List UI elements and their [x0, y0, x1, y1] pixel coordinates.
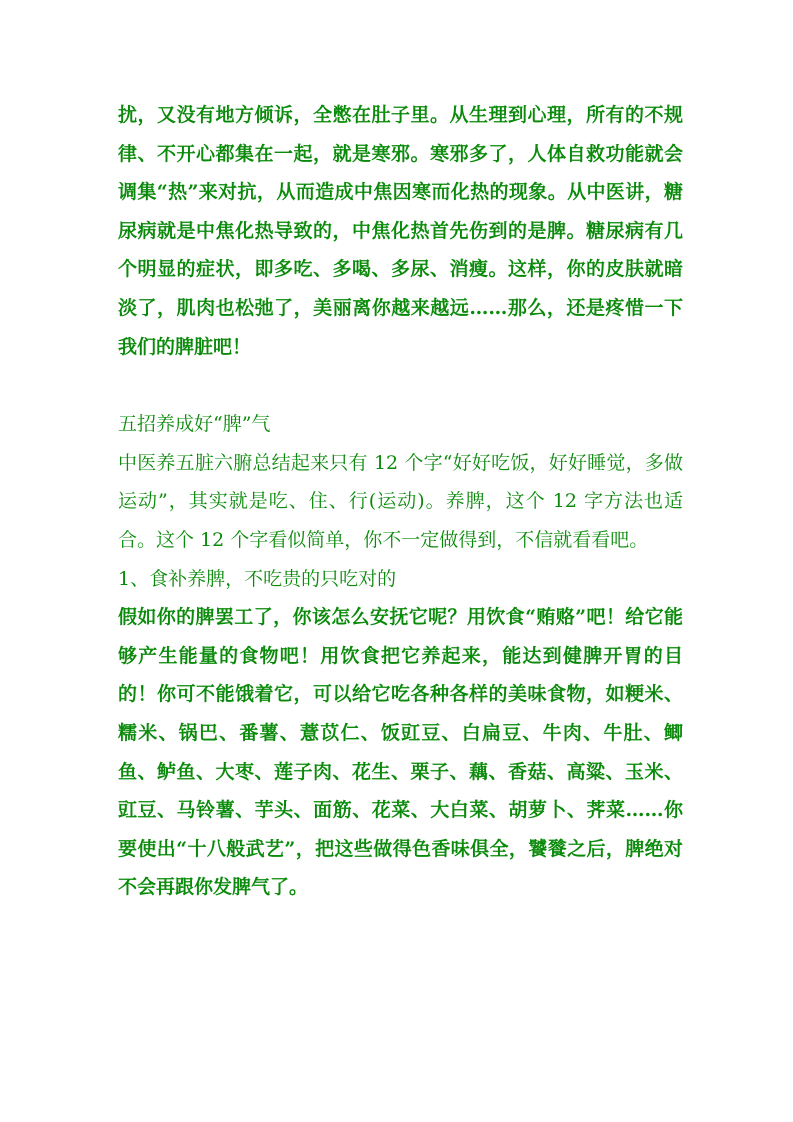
intro-paragraph: 扰，又没有地方倾诉，全憋在肚子里。从生理到心理，所有的不规律、不开心都集在一起，就是寒邪。寒邪多了，人体自救功能就会调集“热”来对抗，从而造成中焦因寒而化热的现象。从中医讲，糖尿病就是中焦化热导致的，中焦化热首先伤到的是脾。糖尿病有几个明显的症状，即多吃、多喝、多尿、消瘦。这样，你的皮肤就暗淡了，肌肉也松弛了，美丽离你越来越远……那么，还是疼惜一下我们的脾脏吧！	[118, 104, 683, 358]
subsection-paragraph: 假如你的脾罢工了，你该怎么安抚它呢？用饮食“贿赂”吧！给它能够产生能量的食物吧！用饮食把它养起来，能达到健脾开胃的目的！你可不能饿着它，可以给它吃各种各样的美味食物，如粳米、糯米、锅巴、番薯、薏苡仁、饭豇豆、白扁豆、牛肉、牛肚、鲫鱼、鲈鱼、大枣、莲子肉、花生、栗子、藕、香菇、高粱、玉米、豇豆、马铃薯、芋头、面筋、花菜、大白菜、胡萝卜、荠菜……你要使出“十八般武艺”，把这些做得色香味俱全，饕餮之后，脾绝对不会再跟你发脾气了。	[118, 606, 683, 899]
section-paragraph: 中医养五脏六腑总结起来只有 12 个字“好好吃饭，好好睡觉，多做运动”，其实就是吃、住、行(运动)。养脾，这个 12 字方法也适合。这个 12 个字看似简单，你不一定做得到，不信就看看吧。	[118, 451, 683, 551]
document-body	[118, 96, 683, 907]
section-title: 五招养成好“脾”气	[118, 413, 271, 436]
subsection-title: 1、食补养脾，不吃贵的只吃对的	[118, 567, 397, 590]
paragraph-spacer	[118, 366, 683, 405]
